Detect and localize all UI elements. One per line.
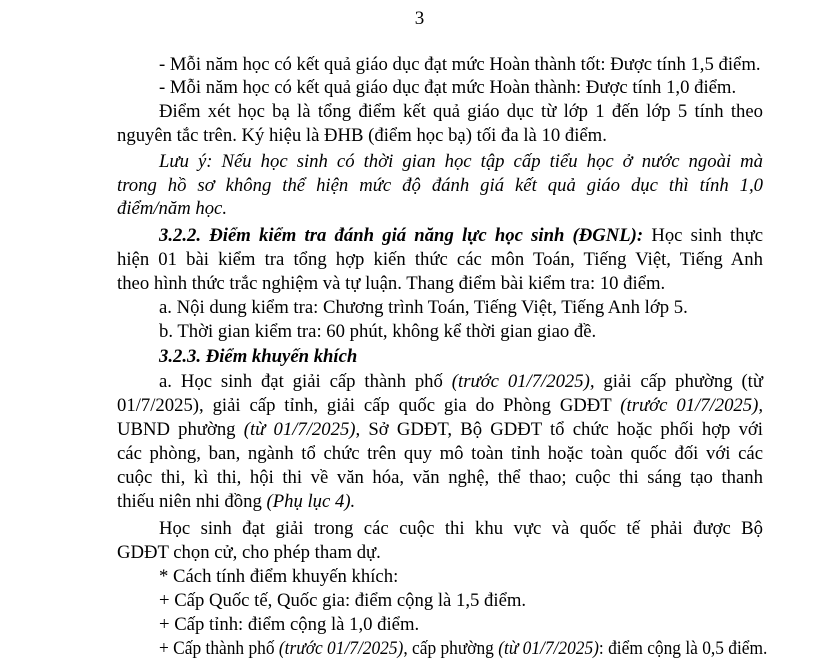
- dhb-paragraph-line-1: Điểm xét học bạ là tổng điểm kết quả giáo dục từ lớp 1 đến lớp 5 tính theo: [159, 101, 763, 122]
- intl-award-line-2: GDĐT chọn cử, cho phép tham dự.: [117, 542, 381, 563]
- test-content-item: a. Nội dung kiểm tra: Chương trình Toán, Tiếng Việt, Tiếng Anh lớp 5.: [159, 297, 688, 318]
- note-line-2: trong hồ sơ không thể hiện mức độ đánh giá kết quả giáo dục thì tính 1,0: [117, 175, 763, 196]
- award-paragraph-line-6: thiếu niên nhi đồng (Phụ lục 4).: [117, 491, 356, 512]
- award-paragraph-line-4: các phòng, ban, ngành tổ chức trên quy mô toàn tỉnh hoặc toàn quốc đối với các: [117, 443, 763, 464]
- appendix-reference: (Phụ lục 4).: [266, 491, 356, 512]
- award-paragraph-line-1: a. Học sinh đạt giải cấp thành phố (trước 01/7/2025), giải cấp phường (từ: [159, 371, 763, 392]
- award-paragraph-line-5: cuộc thi, kì thi, hội thi về văn hóa, văn nghệ, thể thao; cuộc thi sáng tạo thanh: [117, 467, 763, 488]
- bonus-city-ward: + Cấp thành phố (trước 01/7/2025), cấp phường (từ 01/7/2025): điểm cộng là 0,5 điểm.: [159, 638, 768, 659]
- grade-rule-excellent: - Mỗi năm học có kết quả giáo dục đạt mức Hoàn thành tốt: Được tính 1,5 điểm.: [159, 54, 761, 75]
- award-paragraph-line-3: UBND phường (từ 01/7/2025), Sở GDĐT, Bộ GDĐT tổ chức hoặc phối hợp với: [117, 419, 763, 440]
- section-3-2-3-heading: 3.2.3. Điểm khuyến khích: [159, 346, 358, 367]
- section-3-2-2-line-3: theo hình thức trắc nghiệm và tự luận. Thang điểm bài kiểm tra: 10 điểm.: [117, 273, 666, 294]
- note-line-3: điểm/năm học.: [117, 198, 228, 219]
- intl-award-line-1: Học sinh đạt giải trong các cuộc thi khu vực và quốc tế phải được Bộ: [159, 518, 763, 539]
- bonus-province: + Cấp tỉnh: điểm cộng là 1,0 điểm.: [159, 614, 420, 635]
- bonus-national: + Cấp Quốc tế, Quốc gia: điểm cộng là 1,5 điểm.: [159, 590, 527, 611]
- award-paragraph-line-2: 01/7/2025), giải cấp tỉnh, giải cấp quốc gia do Phòng GDĐT (trước 01/7/2025),: [117, 395, 764, 416]
- note-line-1: Lưu ý: Nếu học sinh có thời gian học tập cấp tiểu học ở nước ngoài mà: [159, 151, 763, 172]
- section-3-2-2-line-1: 3.2.2. Điểm kiểm tra đánh giá năng lực học sinh (ĐGNL): Học sinh thực: [159, 225, 763, 246]
- test-duration-item: b. Thời gian kiểm tra: 60 phút, không kể thời gian giao đề.: [159, 321, 597, 342]
- page-number: 3: [414, 8, 425, 29]
- grade-rule-complete: - Mỗi năm học có kết quả giáo dục đạt mức Hoàn thành: Được tính 1,0 điểm.: [159, 77, 737, 98]
- bonus-calc-heading: * Cách tính điểm khuyến khích:: [159, 566, 399, 587]
- dhb-paragraph-line-2: nguyên tắc trên. Ký hiệu là ĐHB (điểm học bạ) tối đa là 10 điểm.: [117, 125, 607, 146]
- section-3-2-2-heading: 3.2.2. Điểm kiểm tra đánh giá năng lực học sinh (ĐGNL):: [159, 225, 644, 246]
- section-3-2-2-line-2: hiện 01 bài kiểm tra tổng hợp kiến thức các môn Toán, Tiếng Việt, Tiếng Anh: [117, 249, 763, 270]
